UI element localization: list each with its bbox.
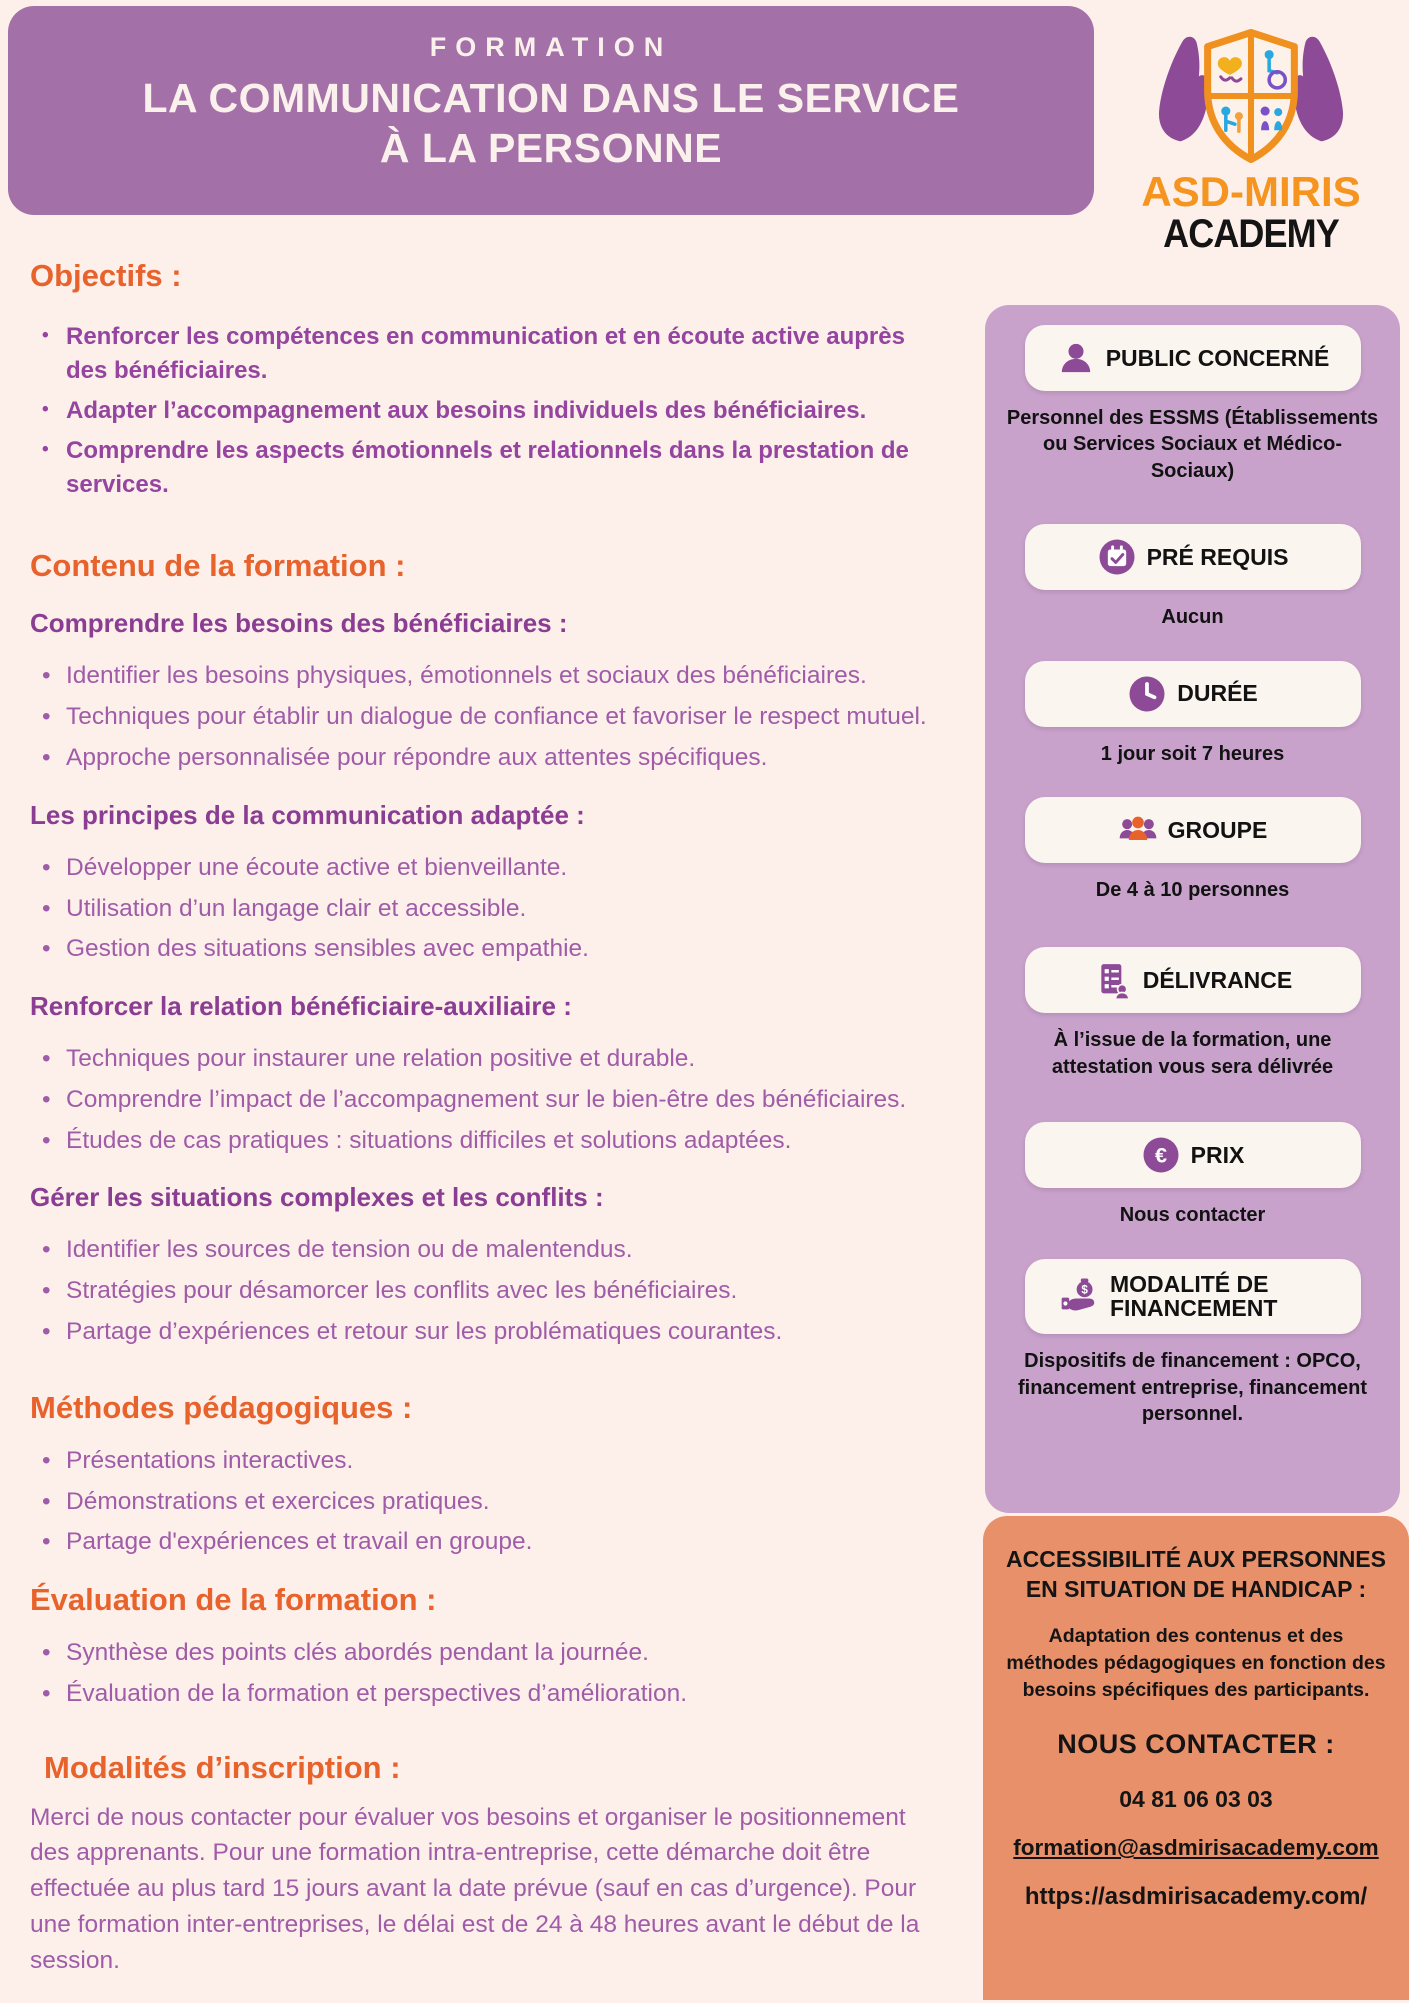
certificate-checklist-icon [1093, 960, 1133, 1000]
card-note: Dispositifs de financement : OPCO, financement entreprise, financement personnel. [1018, 1350, 1367, 1425]
list-item: • Études de cas pratiques : situations difficiles et solutions adaptées. [30, 1124, 950, 1159]
methodes-list [30, 1444, 950, 1560]
header-banner [8, 6, 1094, 215]
objectifs-list [30, 320, 950, 502]
list-item: • Approche personnalisée pour répondre aux attentes spécifiques. [30, 741, 950, 776]
page-title: LA COMMUNICATION DANS LE SERVICE À LA PERSONNE [142, 75, 960, 172]
main-content [30, 246, 950, 2003]
card-title: MODALITÉ DE FINANCEMENT [1110, 1270, 1278, 1322]
card-title: GROUPE [1167, 816, 1268, 843]
header-kicker: FORMATION [429, 32, 673, 62]
person-icon [1056, 338, 1096, 378]
logo-subname: ACADEMY [1163, 212, 1339, 256]
list-item: • Évaluation de la formation et perspectives d’amélioration. [30, 1677, 950, 1712]
info-sidebar [985, 305, 1400, 1513]
card-duree [1025, 661, 1361, 727]
funding-hand-icon [1060, 1276, 1100, 1316]
card-note: Nous contacter [1119, 1204, 1266, 1227]
section-heading-contenu: Contenu de la formation : [30, 548, 406, 584]
card-prix [1025, 1122, 1361, 1188]
section-heading-evaluation: Évaluation de la formation : [30, 1582, 437, 1618]
card-public-concerne [1025, 325, 1361, 391]
card-note: De 4 à 10 personnes [1095, 878, 1290, 901]
card-note: Personnel des ESSMS (Établissements ou Services Sociaux et Médico-Sociaux) [1006, 407, 1379, 482]
card-note: Aucun [1161, 606, 1224, 629]
accessibility-body: Adaptation des contenus et des méthodes pédagogiques en fonction des besoins spécifiques des participants. [1006, 1624, 1386, 1701]
subsection-list [30, 1042, 950, 1158]
card-modalite-financement [1025, 1259, 1361, 1335]
list-item: • Techniques pour instaurer une relation positive et durable. [30, 1042, 950, 1077]
list-item: • Démonstrations et exercices pratiques. [30, 1485, 950, 1520]
calendar-check-icon [1097, 537, 1137, 577]
card-title: PUBLIC CONCERNÉ [1105, 344, 1330, 371]
subsection-heading: Comprendre les besoins des bénéficiaires : [30, 608, 568, 639]
modalites-paragraph: Merci de nous contacter pour évaluer vos besoins et organiser le positionnement des apprenants. Pour une formation intra-entreprise, cette démarche doit être effectuée au plus tard 15 jours avant la date prévue (sauf en cas d’urgence). Pour une formation inter-entreprises, le délai est de 24 à 48 heures avant le début de la session. [30, 1803, 920, 1974]
logo-name: ASD-MIRIS [1141, 168, 1361, 215]
card-note: 1 jour soit 7 heures [1100, 742, 1285, 765]
subsection-heading: Les principes de la communication adaptée : [30, 799, 585, 830]
card-title: PRÉ REQUIS [1146, 543, 1289, 570]
clock-icon [1127, 674, 1167, 714]
evaluation-list [30, 1636, 950, 1712]
accessibility-contact-panel [983, 1516, 1409, 2000]
subsection-list [30, 1233, 950, 1349]
card-title: DÉLIVRANCE [1142, 966, 1293, 993]
contact-title: NOUS CONTACTER : [1057, 1729, 1335, 1760]
list-item: • Synthèse des points clés abordés pendant la journée. [30, 1636, 950, 1671]
list-item: • Utilisation d’un langage clair et accessible. [30, 892, 950, 927]
card-title: DURÉE [1177, 680, 1258, 707]
card-groupe [1025, 797, 1361, 863]
list-item: • Gestion des situations sensibles avec empathie. [30, 932, 950, 967]
card-pre-requis [1025, 524, 1361, 590]
section-heading-methodes: Méthodes pédagogiques : [30, 1389, 413, 1425]
hands-shield-logo-icon [1125, 24, 1377, 176]
list-item: • Identifier les sources de tension ou de malentendus. [30, 1233, 950, 1268]
list-item: • Partage d'expériences et travail en groupe. [30, 1525, 950, 1560]
list-item: • Partage d’expériences et retour sur les problématiques courantes. [30, 1315, 950, 1350]
svg-text:€: € [1154, 1142, 1167, 1168]
list-item: • Développer une écoute active et bienveillante. [30, 851, 950, 886]
subsection-heading: Gérer les situations complexes et les conflits : [30, 1182, 604, 1213]
euro-icon [1141, 1135, 1181, 1175]
academy-logo [1096, 24, 1406, 257]
group-icon [1118, 810, 1158, 850]
email-link[interactable]: formation@asdmirisacademy.com [1013, 1835, 1379, 1861]
website-link[interactable]: https://asdmirisacademy.com/ [1024, 1883, 1368, 1911]
list-item: • Renforcer les compétences en communication et en écoute active auprès des bénéficiaires. [30, 320, 950, 388]
list-item: • Présentations interactives. [30, 1444, 950, 1479]
subsection-list [30, 659, 950, 775]
list-item: • Adapter l’accompagnement aux besoins individuels des bénéficiaires. [30, 394, 950, 428]
card-note: À l’issue de la formation, une attestation vous sera délivrée [1051, 1029, 1334, 1078]
subsection-list [30, 851, 950, 967]
list-item: • Stratégies pour désamorcer les conflits avec les bénéficiaires. [30, 1274, 950, 1309]
card-delivrance [1025, 947, 1361, 1013]
section-heading-modalites: Modalités d’inscription : [44, 1749, 401, 1785]
subsection-heading: Renforcer la relation bénéficiaire-auxiliaire : [30, 991, 572, 1022]
list-item: • Techniques pour établir un dialogue de confiance et favoriser le respect mutuel. [30, 700, 950, 735]
section-heading-objectifs: Objectifs : [30, 258, 182, 293]
list-item: • Comprendre l’impact de l’accompagnement sur le bien-être des bénéficiaires. [30, 1083, 950, 1118]
list-item: • Comprendre les aspects émotionnels et relationnels dans la prestation de services. [30, 434, 950, 502]
list-item: • Identifier les besoins physiques, émotionnels et sociaux des bénéficiaires. [30, 659, 950, 694]
accessibility-title: ACCESSIBILITÉ AUX PERSONNES EN SITUATION DE HANDICAP : [1006, 1546, 1386, 1603]
phone-number: 04 81 06 03 03 [1119, 1786, 1273, 1813]
svg-text:$: $ [1081, 1283, 1088, 1297]
card-title: PRIX [1190, 1141, 1245, 1168]
